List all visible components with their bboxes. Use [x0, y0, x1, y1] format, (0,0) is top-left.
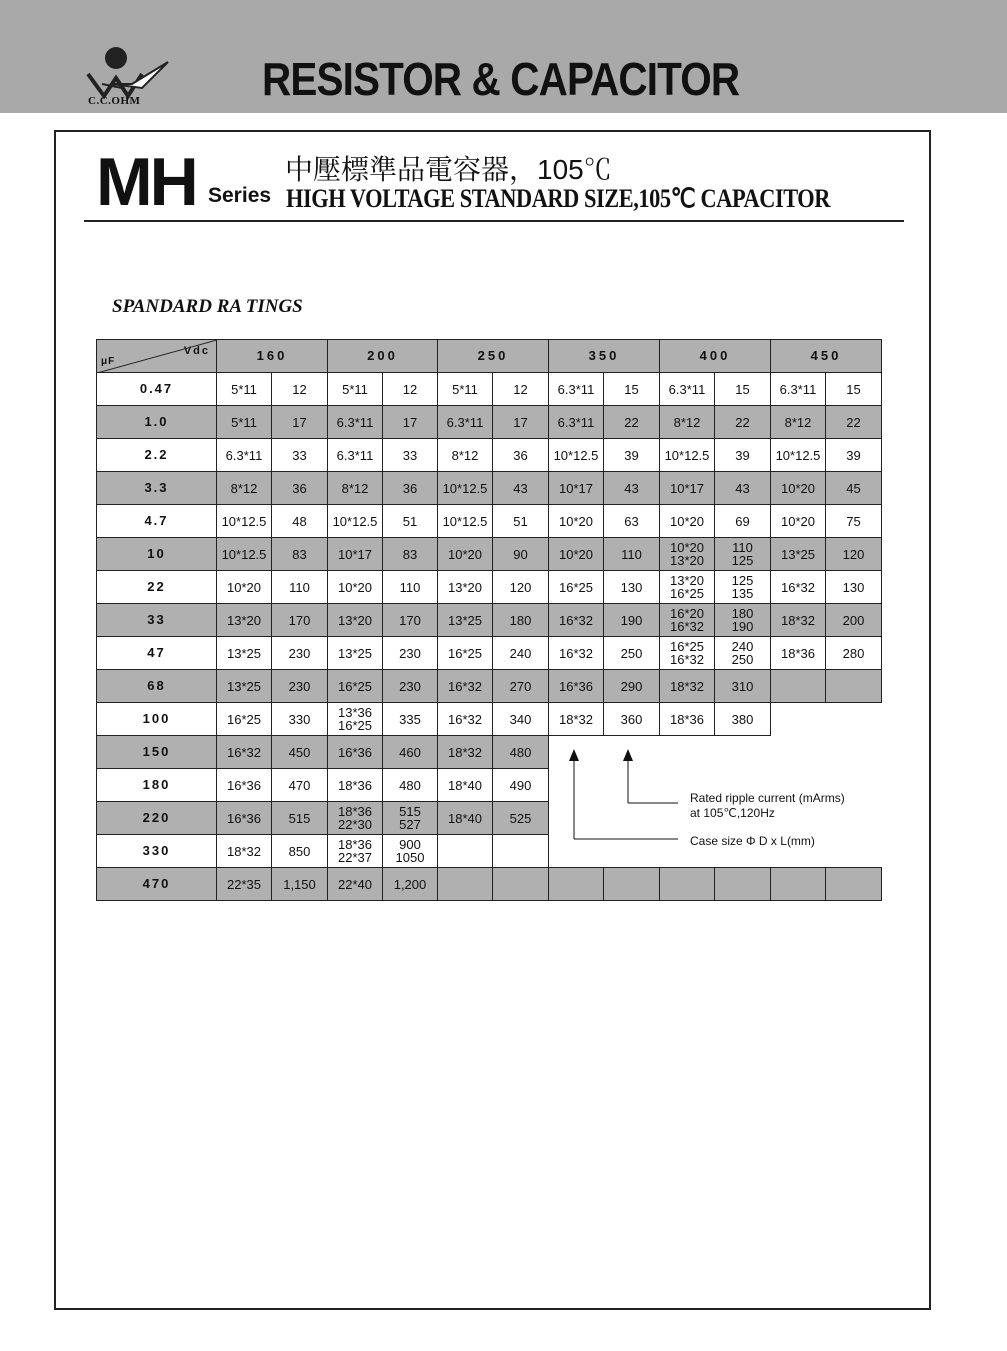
ripple-current-cell: 83 — [272, 538, 328, 571]
ripple-current-cell: 130 — [604, 571, 660, 604]
empty-cell — [771, 736, 826, 769]
ripple-current-cell: 450 — [272, 736, 328, 769]
capacitance-cell: 3.3 — [97, 472, 217, 505]
ripple-current-cell: 480 — [383, 769, 438, 802]
case-size-cell: 22*40 — [328, 868, 383, 901]
case-size-cell: 18*36 — [771, 637, 826, 670]
ripple-current-cell: 33 — [383, 439, 438, 472]
capacitance-cell: 47 — [97, 637, 217, 670]
capacitance-cell: 1.0 — [97, 406, 217, 439]
case-size-cell: 10*20 — [549, 538, 604, 571]
ripple-current-cell: 17 — [493, 406, 549, 439]
ripple-current-cell: 230 — [272, 670, 328, 703]
case-size-cell: 16*32 — [549, 637, 604, 670]
ripple-current-cell: 39 — [826, 439, 882, 472]
case-size-cell: 13*20 — [438, 571, 493, 604]
ripple-current-cell: 490 — [493, 769, 549, 802]
empty-cell — [493, 835, 549, 868]
legend-case-size: Case size Φ D x L(mm) — [690, 834, 815, 848]
voltage-header: 350 — [549, 340, 660, 373]
case-size-cell: 8*12 — [217, 472, 272, 505]
ripple-current-cell: 270 — [493, 670, 549, 703]
capacitance-cell: 330 — [97, 835, 217, 868]
series-word: Series — [208, 184, 272, 207]
ripple-current-cell: 230 — [272, 637, 328, 670]
table-row — [97, 703, 882, 736]
ripple-current-cell: 15 — [826, 373, 882, 406]
case-size-cell: 16*25 — [328, 670, 383, 703]
case-size-cell: 6.3*11 — [549, 373, 604, 406]
case-size-cell: 16*32 — [771, 571, 826, 604]
table-row — [97, 439, 882, 472]
ripple-current-cell: 335 — [383, 703, 438, 736]
table-row — [97, 406, 882, 439]
ripple-current-cell: 310 — [715, 670, 771, 703]
voltage-header: 450 — [771, 340, 882, 373]
empty-cell — [438, 835, 493, 868]
case-size-cell: 10*20 — [660, 505, 715, 538]
case-size-cell: 10*12.5 — [328, 505, 383, 538]
ripple-current-cell: 470 — [272, 769, 328, 802]
case-size-cell: 16*25 — [549, 571, 604, 604]
ripple-current-cell: 110 — [383, 571, 438, 604]
case-size-cell: 18*36 — [328, 769, 383, 802]
ripple-current-cell: 170 — [272, 604, 328, 637]
case-size-cell: 10*20 — [217, 571, 272, 604]
table-corner — [97, 340, 217, 373]
case-size-cell: 13*25 — [217, 637, 272, 670]
case-size-cell: 18*36 — [660, 703, 715, 736]
case-size-cell: 5*11 — [438, 373, 493, 406]
case-size-cell: 6.3*11 — [328, 439, 383, 472]
table-row — [97, 505, 882, 538]
ripple-current-cell: 43 — [493, 472, 549, 505]
ripple-current-cell: 130 — [826, 571, 882, 604]
case-size-cell: 18*32 — [438, 736, 493, 769]
ripple-current-cell: 12 — [493, 373, 549, 406]
case-size-cell: 16*32 — [217, 736, 272, 769]
ripple-current-cell: 43 — [604, 472, 660, 505]
ripple-current-cell: 1,200 — [383, 868, 438, 901]
case-size-cell: 10*12.5 — [438, 505, 493, 538]
case-size-cell: 16*25 — [217, 703, 272, 736]
case-size-cell: 18*32 — [660, 670, 715, 703]
case-size-cell: 16*36 — [549, 670, 604, 703]
case-size-cell: 16*25 — [438, 637, 493, 670]
empty-cell — [715, 736, 771, 769]
logo-text: C.C.OHM — [88, 95, 141, 107]
legend-arrows — [560, 745, 690, 845]
ripple-current-cell: 230 — [383, 637, 438, 670]
ripple-current-cell: 63 — [604, 505, 660, 538]
case-size-cell: 10*12.5 — [771, 439, 826, 472]
case-size-cell: 16*32 — [438, 703, 493, 736]
ripple-current-cell: 12 — [272, 373, 328, 406]
corner-uf-label: μF — [101, 356, 116, 367]
capacitance-cell: 2.2 — [97, 439, 217, 472]
case-size-cell: 10*12.5 — [438, 472, 493, 505]
empty-cell — [771, 703, 826, 736]
capacitance-cell: 100 — [97, 703, 217, 736]
case-size-cell: 6.3*11 — [660, 373, 715, 406]
case-size-cell: 10*12.5 — [549, 439, 604, 472]
ripple-current-cell: 900 1050 — [383, 835, 438, 868]
case-size-cell: 10*20 — [328, 571, 383, 604]
capacitance-cell: 180 — [97, 769, 217, 802]
ripple-current-cell: 83 — [383, 538, 438, 571]
ripple-current-cell: 110 — [604, 538, 660, 571]
english-title: HIGH VOLTAGE STANDARD SIZE,105℃ CAPACITOR — [286, 184, 830, 213]
ripple-current-cell: 1,150 — [272, 868, 328, 901]
case-size-cell: 16*36 — [217, 769, 272, 802]
case-size-cell: 6.3*11 — [549, 406, 604, 439]
case-size-cell: 13*20 — [217, 604, 272, 637]
empty-cell — [771, 670, 826, 703]
ripple-current-cell: 190 — [604, 604, 660, 637]
case-size-cell: 18*36 22*37 — [328, 835, 383, 868]
case-size-cell: 16*36 — [328, 736, 383, 769]
capacitance-cell: 10 — [97, 538, 217, 571]
ripple-current-cell: 36 — [383, 472, 438, 505]
case-size-cell: 5*11 — [217, 373, 272, 406]
ripple-current-cell: 15 — [604, 373, 660, 406]
capacitance-cell: 470 — [97, 868, 217, 901]
ripple-current-cell: 17 — [272, 406, 328, 439]
ripple-current-cell: 69 — [715, 505, 771, 538]
ripple-current-cell: 330 — [272, 703, 328, 736]
ripple-current-cell: 850 — [272, 835, 328, 868]
ripple-current-cell: 33 — [272, 439, 328, 472]
ripple-current-cell: 240 250 — [715, 637, 771, 670]
case-size-cell: 5*11 — [328, 373, 383, 406]
case-size-cell: 8*12 — [660, 406, 715, 439]
legend-ripple-line2: at 105℃,120Hz — [690, 806, 775, 820]
table-row — [97, 373, 882, 406]
case-size-cell: 10*12.5 — [217, 505, 272, 538]
table-row — [97, 538, 882, 571]
case-size-cell: 6.3*11 — [771, 373, 826, 406]
case-size-cell: 13*20 16*25 — [660, 571, 715, 604]
ripple-current-cell: 120 — [493, 571, 549, 604]
table-row — [97, 670, 882, 703]
ripple-current-cell: 525 — [493, 802, 549, 835]
ripple-current-cell: 22 — [715, 406, 771, 439]
table-row — [97, 736, 882, 769]
ripple-current-cell: 250 — [604, 637, 660, 670]
table-row — [97, 571, 882, 604]
empty-cell — [826, 670, 882, 703]
ripple-current-cell: 110 — [272, 571, 328, 604]
case-size-cell: 10*17 — [328, 538, 383, 571]
case-size-cell: 13*25 — [438, 604, 493, 637]
empty-cell — [438, 868, 493, 901]
case-size-cell: 10*20 — [549, 505, 604, 538]
case-size-cell: 16*25 16*32 — [660, 637, 715, 670]
corner-diagonal — [97, 340, 217, 373]
case-size-cell: 16*36 — [217, 802, 272, 835]
title-rule — [84, 220, 904, 222]
ripple-current-cell: 12 — [383, 373, 438, 406]
banner-title: RESISTOR & CAPACITOR — [262, 53, 740, 105]
empty-cell — [604, 868, 660, 901]
voltage-header: 160 — [217, 340, 328, 373]
table-row — [97, 604, 882, 637]
section-title: SPANDARD RA TINGS — [112, 296, 303, 317]
ripple-current-cell: 22 — [604, 406, 660, 439]
ripple-current-cell: 340 — [493, 703, 549, 736]
case-size-cell: 18*32 — [771, 604, 826, 637]
case-size-cell: 8*12 — [438, 439, 493, 472]
capacitance-cell: 22 — [97, 571, 217, 604]
ripple-current-cell: 43 — [715, 472, 771, 505]
ripple-current-cell: 515 527 — [383, 802, 438, 835]
capacitance-cell: 33 — [97, 604, 217, 637]
case-size-cell: 5*11 — [217, 406, 272, 439]
ripple-current-cell: 120 — [826, 538, 882, 571]
ripple-current-cell: 17 — [383, 406, 438, 439]
empty-cell — [493, 868, 549, 901]
case-size-cell: 10*20 — [438, 538, 493, 571]
case-size-cell: 18*32 — [217, 835, 272, 868]
capacitance-cell: 68 — [97, 670, 217, 703]
voltage-header: 200 — [328, 340, 438, 373]
ripple-current-cell: 230 — [383, 670, 438, 703]
case-size-cell: 8*12 — [771, 406, 826, 439]
ripple-current-cell: 15 — [715, 373, 771, 406]
case-size-cell: 18*40 — [438, 802, 493, 835]
ripple-current-cell: 48 — [272, 505, 328, 538]
ripple-current-cell: 90 — [493, 538, 549, 571]
case-size-cell: 8*12 — [328, 472, 383, 505]
capacitance-cell: 0.47 — [97, 373, 217, 406]
voltage-header-row — [97, 340, 882, 373]
ripple-current-cell: 36 — [272, 472, 328, 505]
case-size-cell: 13*25 — [771, 538, 826, 571]
ripple-current-cell: 170 — [383, 604, 438, 637]
case-size-cell: 10*12.5 — [217, 538, 272, 571]
case-size-cell: 10*12.5 — [660, 439, 715, 472]
legend-ripple-line1: Rated ripple current (mArms) — [690, 791, 845, 805]
case-size-cell: 18*32 — [549, 703, 604, 736]
case-size-cell: 6.3*11 — [328, 406, 383, 439]
ripple-current-cell: 51 — [493, 505, 549, 538]
table-row — [97, 472, 882, 505]
ripple-current-cell: 110 125 — [715, 538, 771, 571]
ripple-current-cell: 45 — [826, 472, 882, 505]
series-code: MH — [96, 144, 196, 220]
case-size-cell: 18*36 22*30 — [328, 802, 383, 835]
ripple-current-cell: 280 — [826, 637, 882, 670]
empty-cell — [826, 703, 882, 736]
empty-cell — [771, 868, 826, 901]
ripple-current-cell: 125 135 — [715, 571, 771, 604]
empty-cell — [715, 868, 771, 901]
ripple-current-cell: 180 190 — [715, 604, 771, 637]
legend-ripple-current — [690, 791, 845, 821]
case-size-cell: 13*25 — [328, 637, 383, 670]
case-size-cell: 10*17 — [549, 472, 604, 505]
voltage-header: 400 — [660, 340, 771, 373]
case-size-cell: 22*35 — [217, 868, 272, 901]
case-size-cell: 13*36 16*25 — [328, 703, 383, 736]
ripple-current-cell: 180 — [493, 604, 549, 637]
empty-cell — [826, 835, 882, 868]
voltage-header: 250 — [438, 340, 549, 373]
ripple-current-cell: 39 — [604, 439, 660, 472]
empty-cell — [826, 736, 882, 769]
ripple-current-cell: 200 — [826, 604, 882, 637]
ripple-current-cell: 36 — [493, 439, 549, 472]
ripple-current-cell: 51 — [383, 505, 438, 538]
ripple-current-cell: 515 — [272, 802, 328, 835]
empty-cell — [826, 868, 882, 901]
case-size-cell: 18*40 — [438, 769, 493, 802]
capacitance-cell: 4.7 — [97, 505, 217, 538]
case-size-cell: 16*20 16*32 — [660, 604, 715, 637]
case-size-cell: 13*25 — [217, 670, 272, 703]
case-size-cell: 10*20 — [771, 505, 826, 538]
case-size-cell: 10*20 — [771, 472, 826, 505]
ripple-current-cell: 22 — [826, 406, 882, 439]
case-size-cell: 13*20 — [328, 604, 383, 637]
ripple-current-cell: 360 — [604, 703, 660, 736]
case-size-cell: 6.3*11 — [438, 406, 493, 439]
case-size-cell: 10*17 — [660, 472, 715, 505]
case-size-cell: 6.3*11 — [217, 439, 272, 472]
ripple-current-cell: 240 — [493, 637, 549, 670]
ripple-current-cell: 380 — [715, 703, 771, 736]
empty-cell — [549, 868, 604, 901]
table-row — [97, 868, 882, 901]
empty-cell — [660, 868, 715, 901]
corner-vdc-label: Vdc — [183, 345, 210, 357]
case-size-cell: 10*20 13*20 — [660, 538, 715, 571]
ripple-current-cell: 39 — [715, 439, 771, 472]
case-size-cell: 16*32 — [438, 670, 493, 703]
ripple-current-cell: 460 — [383, 736, 438, 769]
ripple-current-cell: 75 — [826, 505, 882, 538]
ripple-current-cell: 480 — [493, 736, 549, 769]
chinese-title: 中壓標準品電容器，105℃ — [285, 154, 612, 185]
table-row — [97, 637, 882, 670]
case-size-cell: 16*32 — [549, 604, 604, 637]
capacitance-cell: 150 — [97, 736, 217, 769]
ripple-current-cell: 290 — [604, 670, 660, 703]
capacitance-cell: 220 — [97, 802, 217, 835]
